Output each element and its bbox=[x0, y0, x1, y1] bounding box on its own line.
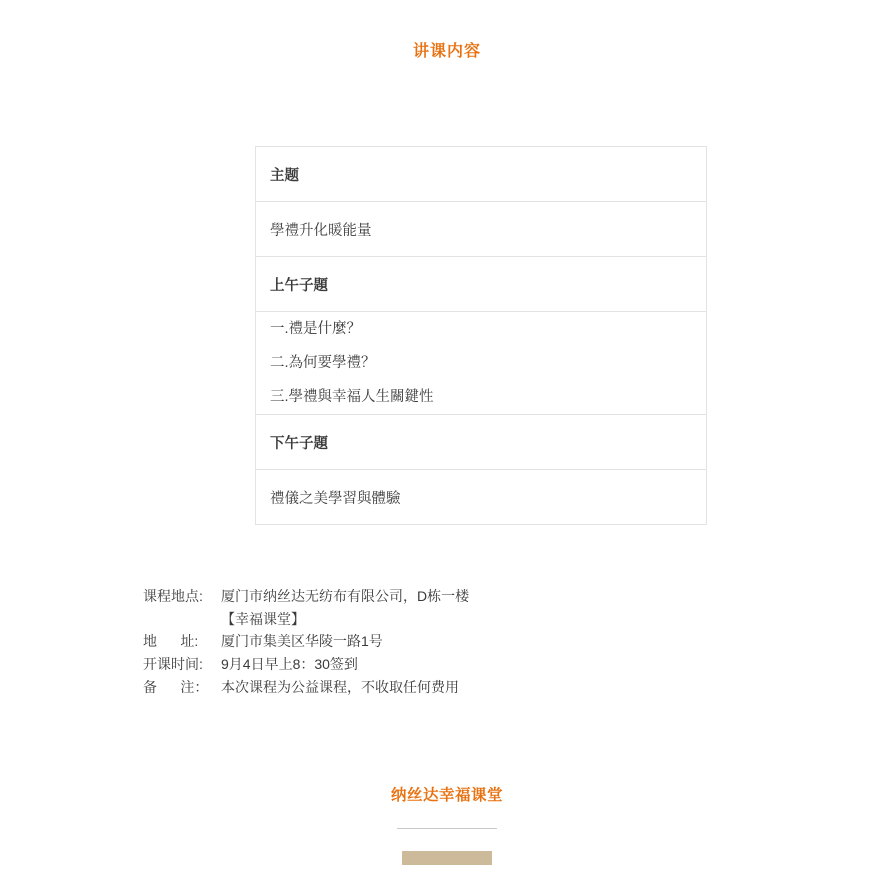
morning-item-1: 一.禮是什麼？ bbox=[270, 321, 362, 337]
info-row-address bbox=[143, 630, 469, 652]
info-value-start-time: 9月4日早上8：30签到 bbox=[221, 656, 358, 672]
table-cell-afternoon-header: 下午子題 bbox=[256, 415, 707, 470]
table-cell-topic-header: 主题 bbox=[256, 147, 707, 202]
table-row bbox=[256, 147, 707, 202]
footer-divider bbox=[397, 828, 497, 829]
table-row bbox=[256, 202, 707, 257]
table-row bbox=[256, 415, 707, 470]
info-row-note bbox=[143, 676, 469, 698]
course-content-table-wrapper bbox=[255, 146, 707, 525]
info-label-location: 课程地点: bbox=[143, 588, 203, 604]
footer-title: 纳丝达幸福课堂 bbox=[390, 787, 503, 804]
table-cell-morning-header: 上午子題 bbox=[256, 257, 707, 312]
course-info-block bbox=[143, 585, 469, 699]
info-value-address: 厦门市集美区华陵一路1号 bbox=[221, 633, 383, 649]
info-value-note: 本次课程为公益课程，不收取任何费用 bbox=[221, 679, 459, 695]
table-cell-topic-value: 學禮升化暖能量 bbox=[256, 202, 707, 257]
info-label-note: 备 注： bbox=[143, 679, 209, 695]
info-location-sub: 【幸福课堂】 bbox=[221, 611, 305, 627]
document-page bbox=[0, 38, 894, 895]
morning-item-2: 二.為何要學禮？ bbox=[270, 355, 376, 371]
info-row-location bbox=[143, 585, 469, 607]
info-label-start-time: 开课时间: bbox=[143, 656, 203, 672]
course-content-table bbox=[255, 146, 707, 525]
table-cell-morning-items bbox=[256, 312, 707, 415]
table-row bbox=[256, 470, 707, 525]
table-row bbox=[256, 257, 707, 312]
info-row-start-time bbox=[143, 653, 469, 675]
morning-item-3: 三.學禮與幸福人生關鍵性 bbox=[270, 389, 434, 405]
footer bbox=[0, 783, 894, 865]
info-value-location: 厦门市纳丝达无纺布有限公司，D栋一楼 bbox=[221, 588, 470, 604]
table-row bbox=[256, 312, 707, 415]
info-label-address: 地 址: bbox=[143, 633, 199, 649]
footer-bar bbox=[402, 851, 492, 865]
page-title: 讲课内容 bbox=[412, 43, 481, 60]
table-cell-afternoon-value: 禮儀之美學習與體驗 bbox=[256, 470, 707, 525]
